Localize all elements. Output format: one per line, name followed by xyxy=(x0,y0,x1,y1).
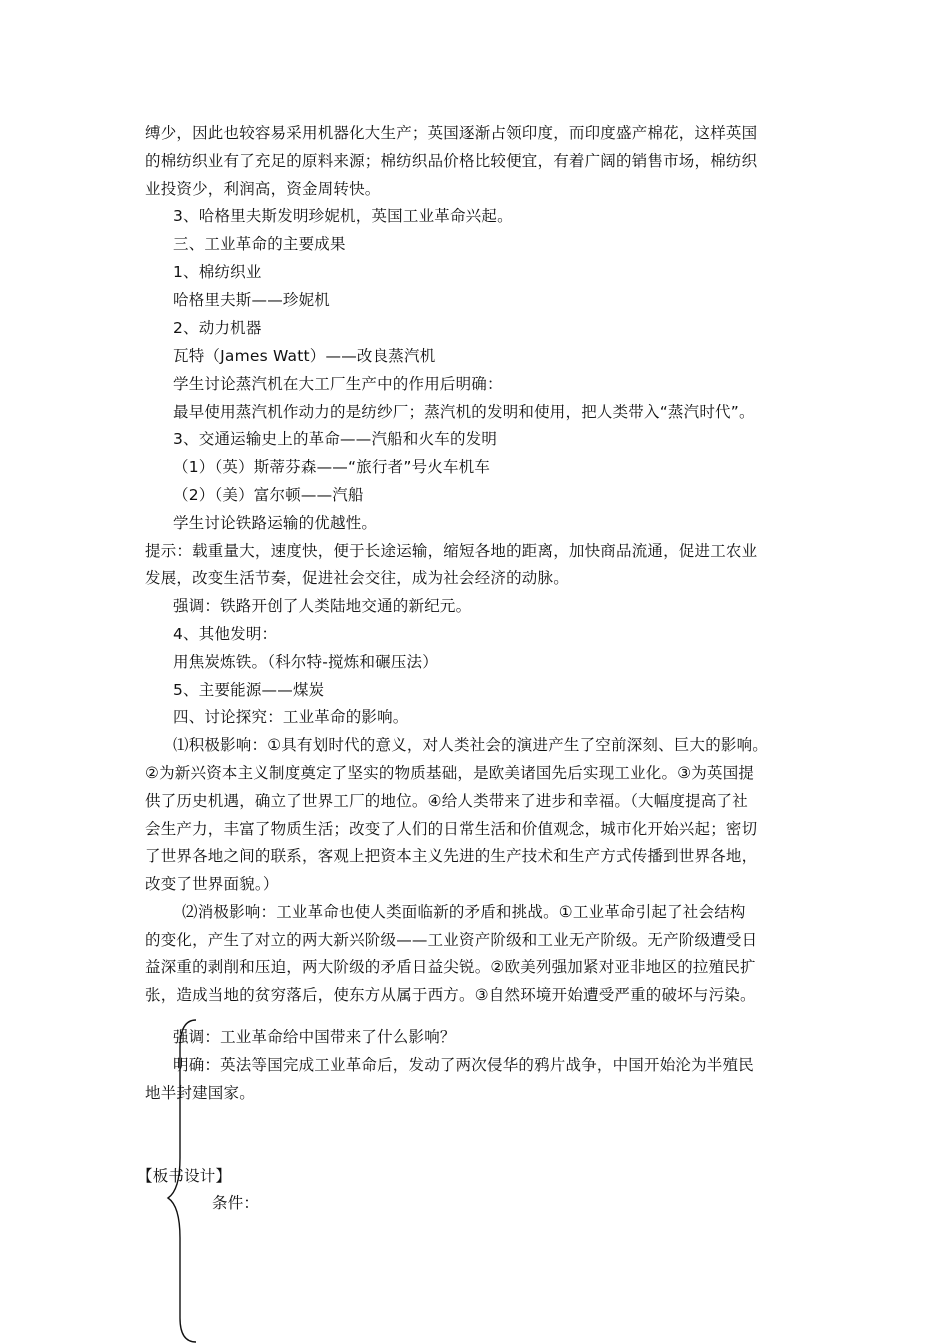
section-heading: 四、讨论探究：工业革命的影响。 xyxy=(173,708,409,726)
text-line: 地半封建国家。 xyxy=(145,1084,255,1102)
text-line: （1）（英）斯蒂芬森——“旅行者”号火车机车 xyxy=(173,458,491,476)
text-line: 5、主要能源——煤炭 xyxy=(173,681,325,699)
text-line: 张，造成当地的贫穷落后，使东方从属于西方。③自然环境开始遭受严重的破坏与污染。 xyxy=(145,986,756,1004)
text-line: 提示：载重量大，速度快，便于长途运输，缩短各地的距离，加快商品流通，促进工农业 xyxy=(145,542,758,560)
text-line: 哈格里夫斯——珍妮机 xyxy=(173,291,331,309)
text-line: 改变了世界面貌。） xyxy=(145,875,279,893)
text-line: 供了历史机遇，确立了世界工厂的地位。④给人类带来了进步和幸福。（大幅度提高了社 xyxy=(145,792,748,810)
text-line: 强调：工业革命给中国带来了什么影响？ xyxy=(173,1028,456,1046)
text-line: 益深重的剥削和压迫，两大阶级的矛盾日益尖锐。②欧美列强加紧对亚非地区的拉殖民扩 xyxy=(145,958,756,976)
text-line: 瓦特（James Watt）——改良蒸汽机 xyxy=(173,347,436,365)
text-line: 强调：铁路开创了人类陆地交通的新纪元。 xyxy=(173,597,472,615)
text-line: 3、哈格里夫斯发明珍妮机，英国工业革命兴起。 xyxy=(173,207,513,225)
text-line: ⑵消极影响：工业革命也使人类面临新的矛盾和挑战。①工业革命引起了社会结构 xyxy=(182,903,746,921)
board-design-heading: 【板书设计】 xyxy=(137,1167,232,1185)
text-line: 会生产力，丰富了物质生活；改变了人们的日常生活和价值观念，城市化开始兴起；密切 xyxy=(145,820,758,838)
text-line: 2、动力机器 xyxy=(173,319,262,337)
text-line: 的变化，产生了对立的两大新兴阶级——工业资产阶级和工业无产阶级。无产阶级遭受日 xyxy=(145,931,758,949)
text-line: 最早使用蒸汽机作动力的是纺纱厂；蒸汽机的发明和使用，把人类带入“蒸汽时代”。 xyxy=(173,403,755,421)
text-line: 业投资少，利润高，资金周转快。 xyxy=(145,180,381,198)
text-line: ⑴积极影响：①具有划时代的意义，对人类社会的演进产生了空前深刻、巨大的影响。 xyxy=(173,736,768,754)
text-line: 了世界各地之间的联系，客观上把资本主义先进的生产技术和生产方式传播到世界各地， xyxy=(145,847,758,865)
text-line: 学生讨论蒸汽机在大工厂生产中的作用后明确： xyxy=(173,375,503,393)
board-condition-label: 条件： xyxy=(212,1194,260,1212)
text-line: 发展，改变生活节奏，促进社会交往，成为社会经济的动脉。 xyxy=(145,569,569,587)
text-line: 缚少，因此也较容易采用机器化大生产；英国逐渐占领印度，而印度盛产棉花，这样英国 xyxy=(145,124,758,142)
curly-brace-icon xyxy=(162,1018,202,1344)
text-line: 用焦炭炼铁。（科尔特-搅炼和碾压法） xyxy=(173,653,438,671)
section-heading: 三、工业革命的主要成果 xyxy=(173,235,346,253)
text-line: 明确：英法等国完成工业革命后，发动了两次侵华的鸦片战争，中国开始沦为半殖民 xyxy=(173,1056,754,1074)
text-line: 的棉纺织业有了充足的原料来源；棉纺织品价格比较便宜，有着广阔的销售市场，棉纺织 xyxy=(145,152,758,170)
text-line: 1、棉纺织业 xyxy=(173,263,262,281)
text-line: 学生讨论铁路运输的优越性。 xyxy=(173,514,378,532)
text-line: 3、交通运输史上的革命——汽船和火车的发明 xyxy=(173,430,498,448)
text-line: ②为新兴资本主义制度奠定了坚实的物质基础，是欧美诸国先后实现工业化。③为英国提 xyxy=(145,764,755,782)
text-line: （2）（美）富尔顿——汽船 xyxy=(173,486,364,504)
text-line: 4、其他发明： xyxy=(173,625,278,643)
